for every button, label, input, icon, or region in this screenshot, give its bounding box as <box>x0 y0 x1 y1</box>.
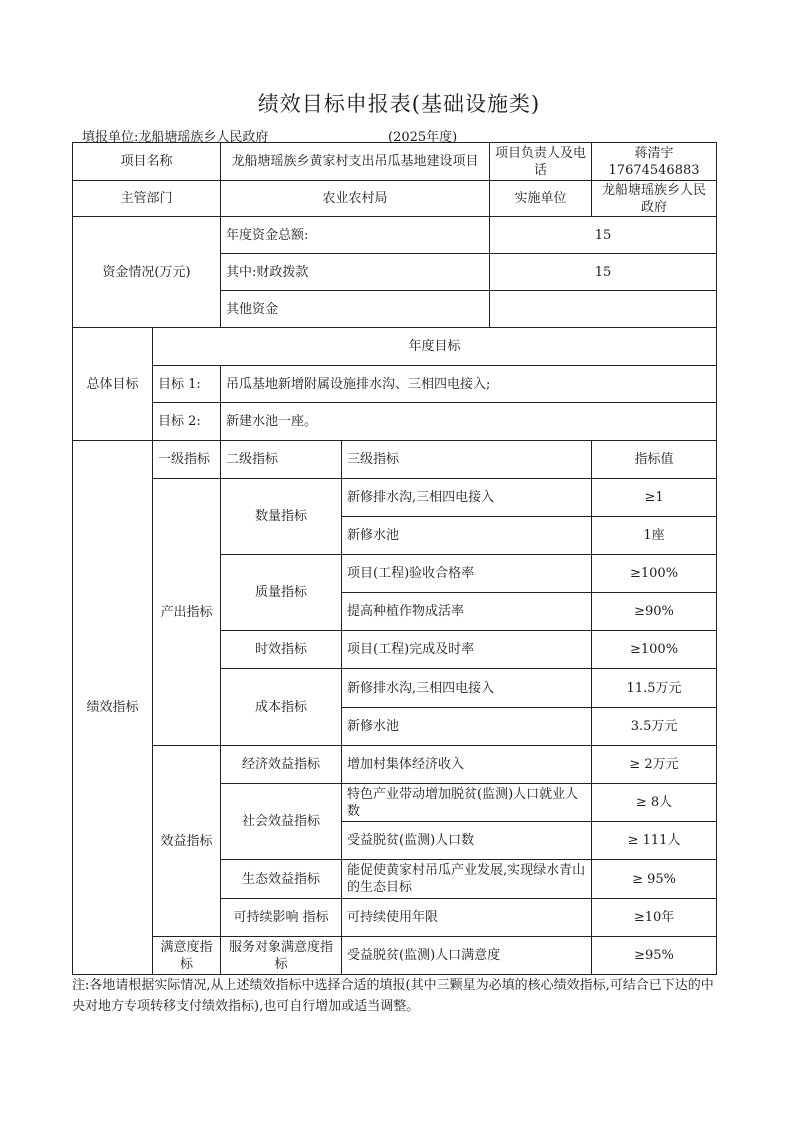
economic-indicator-label: 经济效益指标 <box>221 746 342 784</box>
indicator-name: 可持续使用年限 <box>342 899 592 937</box>
impl-value: 龙船塘瑶族乡人民政府 <box>592 181 717 217</box>
header-value: 指标值 <box>592 441 717 479</box>
funds-total-value: 15 <box>490 217 717 254</box>
project-name-label: 项目名称 <box>73 143 221 181</box>
indicator-name: 新修水池 <box>342 517 592 555</box>
indicator-name: 能促使黄家村吊瓜产业发展,实现绿水青山的生态目标 <box>342 860 592 899</box>
indicator-value: ≥ 95% <box>592 860 717 899</box>
indicator-value: ≥95% <box>592 937 717 975</box>
perf-label: 绩效指标 <box>73 441 153 975</box>
social-indicator-label: 社会效益指标 <box>221 784 342 860</box>
indicator-value: ≥ 8人 <box>592 784 717 822</box>
indicator-name: 受益脱贫(监测)人口满意度 <box>342 937 592 975</box>
funds-fiscal-label: 其中:财政拨款 <box>221 254 490 291</box>
indicator-value: ≥ 111人 <box>592 822 717 860</box>
quality-indicator-label: 质量指标 <box>221 555 342 631</box>
project-contact-label: 项目负责人及电话 <box>490 143 592 181</box>
funds-fiscal-value: 15 <box>490 254 717 291</box>
goal-1-label: 目标 1: <box>153 366 221 403</box>
footnote: 注:各地请根据实际情况,从上述绩效指标中选择合适的填报(其中三颗星为必填的核心绩效指标,可结合已下达的中央对地方专项转移支付绩效指标),也可自行增加或适当调整。 <box>72 978 714 1014</box>
indicator-name: 提高种植作物成活率 <box>342 593 592 631</box>
indicator-value: ≥90% <box>592 593 717 631</box>
funds-label: 资金情况(万元) <box>73 217 221 328</box>
benefit-indicator-label: 效益指标 <box>153 746 221 937</box>
indicator-header-row <box>73 441 717 479</box>
funds-total-label: 年度资金总额: <box>221 217 490 254</box>
indicator-name: 项目(工程)验收合格率 <box>342 555 592 593</box>
indicator-value: ≥10年 <box>592 899 717 937</box>
cost-indicator-label: 成本指标 <box>221 669 342 746</box>
indicator-name: 受益脱贫(监测)人口数 <box>342 822 592 860</box>
indicator-value: 11.5万元 <box>592 669 717 708</box>
overall-goal-label: 总体目标 <box>73 328 153 441</box>
performance-goal-table <box>72 142 717 975</box>
indicator-value: ≥ 2万元 <box>592 746 717 784</box>
page-title: 绩效目标申报表(基础设施类) <box>257 92 541 116</box>
indicator-name: 新修排水沟,三相四电接入 <box>342 669 592 708</box>
indicator-value: 1座 <box>592 517 717 555</box>
time-indicator-label: 时效指标 <box>221 631 342 669</box>
indicator-value: ≥100% <box>592 555 717 593</box>
indicator-value: ≥1 <box>592 479 717 517</box>
table-row <box>73 479 717 517</box>
header-level2: 二级指标 <box>221 441 342 479</box>
indicator-value: ≥100% <box>592 631 717 669</box>
service-satisfaction-label: 服务对象满意度指标 <box>221 937 342 975</box>
project-name-value: 龙船塘瑶族乡黄家村支出吊瓜基地建设项目 <box>221 143 490 181</box>
table-row <box>73 937 717 975</box>
dept-value: 农业农村局 <box>221 181 490 217</box>
goal-2-text: 新建水池一座。 <box>221 403 717 441</box>
annual-goal-header-row <box>73 328 717 366</box>
sustainability-indicator-label: 可持续影响 指标 <box>221 899 342 937</box>
table-row <box>73 746 717 784</box>
ecological-indicator-label: 生态效益指标 <box>221 860 342 899</box>
project-name-row <box>73 143 717 181</box>
funds-total-row <box>73 217 717 254</box>
indicator-name: 新修水池 <box>342 708 592 746</box>
indicator-name: 项目(工程)完成及时率 <box>342 631 592 669</box>
fill-unit-value: 龙船塘瑶族乡人民政府 <box>138 130 269 145</box>
indicator-name: 新修排水沟,三相四电接入 <box>342 479 592 517</box>
fill-unit-label: 填报单位: <box>82 130 139 145</box>
header-level1: 一级指标 <box>153 441 221 479</box>
indicator-name: 增加村集体经济收入 <box>342 746 592 784</box>
funds-other-value <box>490 291 717 328</box>
header-level3: 三级指标 <box>342 441 592 479</box>
annual-goal-label: 年度目标 <box>153 328 717 366</box>
department-row <box>73 181 717 217</box>
goal-1-row <box>73 366 717 403</box>
funds-other-label: 其他资金 <box>221 291 490 328</box>
project-contact-value: 蒋清宇17674546883 <box>592 143 717 181</box>
dept-label: 主管部门 <box>73 181 221 217</box>
indicator-name: 特色产业带动增加脱贫(监测)人口就业人数 <box>342 784 592 822</box>
satisfaction-indicator-label: 满意度指 标 <box>153 937 221 975</box>
fiscal-year: (2025年度) <box>388 130 458 145</box>
goal-2-label: 目标 2: <box>153 403 221 441</box>
impl-label: 实施单位 <box>490 181 592 217</box>
indicator-value: 3.5万元 <box>592 708 717 746</box>
goal-2-row <box>73 403 717 441</box>
quantity-indicator-label: 数量指标 <box>221 479 342 555</box>
goal-1-text: 吊瓜基地新增附属设施排水沟、三相四电接入; <box>221 366 717 403</box>
output-indicator-label: 产出指标 <box>153 479 221 746</box>
